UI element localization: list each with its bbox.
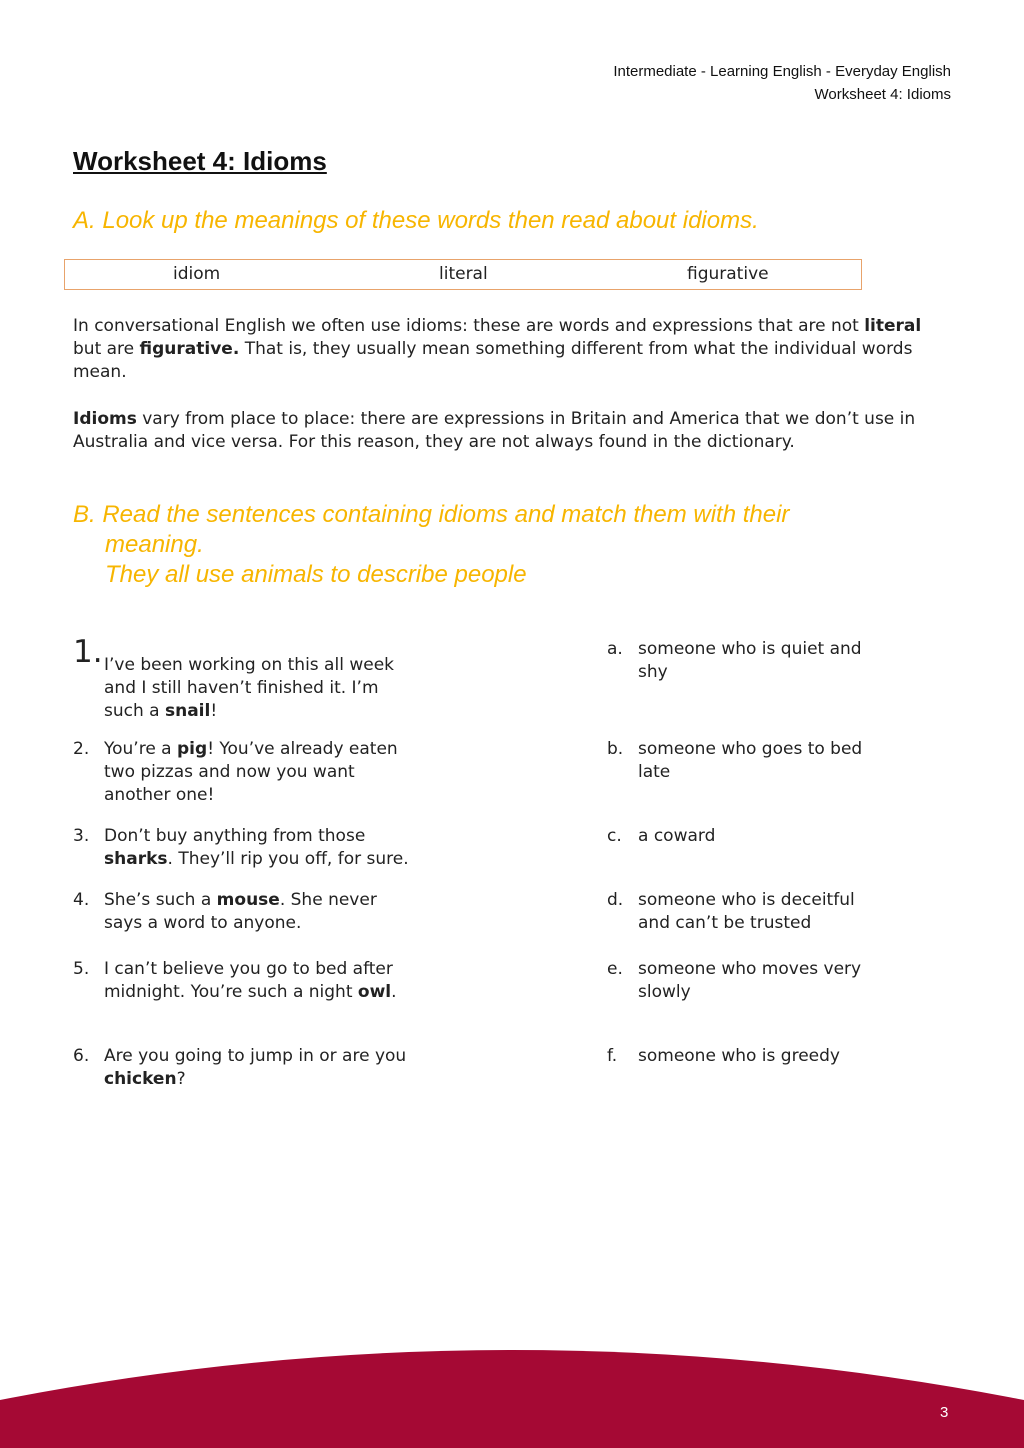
meaning-item (607, 738, 867, 784)
sentence-item (73, 889, 413, 935)
meaning-text: someone who is deceitful and can’t be trusted (638, 890, 855, 933)
meaning-letter: f. (607, 1046, 618, 1066)
paragraph-text: In conversational English we often use idioms: these are words and expressions that are not (73, 316, 865, 336)
idioms-paragraph (73, 408, 953, 454)
sentence-text-before: I’ve been working on this all week and I still haven’t finished it. I’m such a (104, 655, 394, 721)
meaning-letter: b. (607, 739, 624, 759)
sentence-text-after: . (391, 982, 397, 1002)
sentence-text (73, 1045, 413, 1091)
sentence-animal-word: pig (177, 739, 208, 759)
sentence-animal-word: mouse (216, 890, 280, 910)
section-b-line3: They all use animals to describe people (105, 561, 527, 588)
meaning-text: someone who is greedy (638, 1046, 840, 1066)
section-b-line2: meaning. (105, 531, 204, 558)
sentence-item (73, 634, 413, 723)
sentence-text-after: . They’ll rip you off, for sure. (167, 849, 409, 869)
meaning-item (607, 825, 867, 848)
vocab-word-idiom: idiom (173, 264, 221, 284)
page-title: Worksheet 4: Idioms (73, 146, 327, 176)
sentence-animal-word: sharks (104, 849, 168, 869)
sentence-number: 4. (73, 890, 90, 910)
sentence-text (73, 958, 413, 1004)
paragraph-text: vary from place to place: there are expressions in Britain and America that we don’t use in Australia and vice versa. For this reason, they are not always found in the dictionary. (73, 409, 916, 452)
sentence-number: 5. (73, 959, 90, 979)
sentence-animal-word: owl (357, 982, 392, 1002)
sentence-text-before: Are you going to jump in or are you (104, 1046, 407, 1066)
meaning-letter: d. (607, 890, 624, 910)
vocab-word-figurative: figurative (687, 264, 769, 284)
sentence-text-after: ! (210, 701, 218, 721)
intro-paragraph (73, 315, 953, 384)
vocabulary-box (64, 259, 862, 290)
sentence-animal-word: snail (164, 701, 211, 721)
paragraph-bold-term: figurative. (139, 339, 240, 359)
sentence-number: 3. (73, 826, 90, 846)
section-b-line1: B. Read the sentences containing idioms and match them with their (73, 501, 790, 528)
sentence-text-before: I can’t believe you go to bed after midnight. You’re such a night (104, 959, 393, 1002)
sentence-text (73, 738, 413, 807)
meaning-letter: a. (607, 639, 623, 659)
meaning-letter: e. (607, 959, 623, 979)
meaning-item (607, 1045, 867, 1068)
page-number: 3 (940, 1404, 949, 1421)
sentence-text-after: ? (176, 1069, 186, 1089)
vocab-word-literal: literal (439, 264, 488, 284)
paragraph-bold-term: Idioms (73, 409, 137, 429)
sentence-number: 6. (73, 1046, 90, 1066)
sentence-text-before: You’re a (104, 739, 178, 759)
sentence-animal-word: chicken (104, 1069, 177, 1089)
sentence-item (73, 1045, 413, 1091)
sentence-text (73, 889, 413, 935)
meaning-item (607, 889, 867, 935)
sentence-text-before: Don’t buy anything from those (104, 826, 366, 846)
sentence-item (73, 738, 413, 807)
meaning-text: someone who goes to bed late (638, 739, 863, 782)
sentence-text-before: She’s such a (104, 890, 217, 910)
sentence-item (73, 825, 413, 871)
sentence-text (73, 654, 413, 723)
sentence-text (73, 825, 413, 871)
paragraph-text: but are (73, 339, 140, 359)
sentence-number: 2. (73, 739, 90, 759)
meaning-text: a coward (638, 826, 716, 846)
header-course-line: Intermediate - Learning English - Everyday English (613, 63, 951, 80)
section-a-heading: A. Look up the meanings of these words then read about idioms. (73, 207, 759, 234)
meaning-letter: c. (607, 826, 622, 846)
sentence-text-after: . She never says a word to anyone. (104, 890, 377, 933)
section-b-heading (73, 500, 789, 590)
meaning-item (607, 638, 867, 684)
meaning-text: someone who is quiet and shy (638, 639, 862, 682)
paragraph-text: That is, they usually mean something different from what the individual words mean. (73, 339, 913, 382)
footer-wave-shape (0, 1350, 1024, 1448)
meaning-text: someone who moves very slowly (638, 959, 862, 1002)
meaning-item (607, 958, 867, 1004)
header-worksheet-line: Worksheet 4: Idioms (814, 86, 951, 103)
footer-band (0, 1330, 1024, 1448)
paragraph-bold-term: literal (864, 316, 922, 336)
sentence-text-after: ! You’ve already eaten two pizzas and now you want another one! (104, 739, 398, 805)
sentence-number: 1. (73, 634, 103, 670)
sentence-item (73, 958, 413, 1004)
